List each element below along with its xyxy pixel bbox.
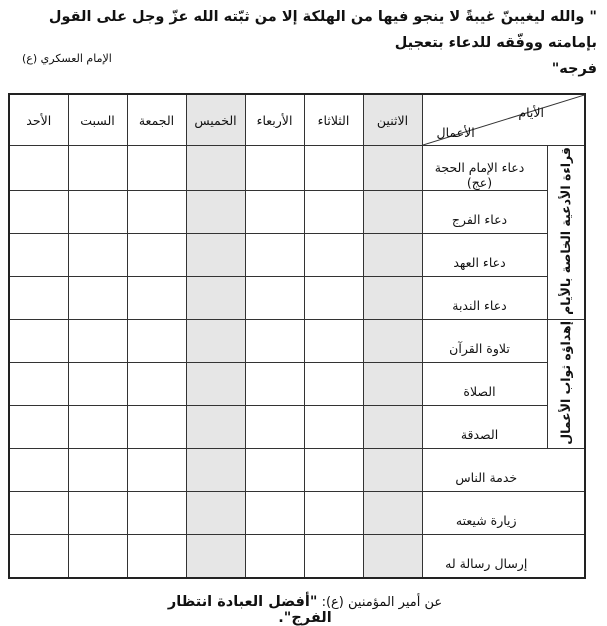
checkbox-cell[interactable] xyxy=(363,406,422,449)
checkbox-cell[interactable] xyxy=(186,535,245,579)
checkbox-cell[interactable] xyxy=(245,449,304,492)
footer-quote xyxy=(150,594,460,626)
checkbox-cell[interactable] xyxy=(9,535,68,579)
checkbox-cell[interactable] xyxy=(304,320,363,363)
checkbox-cell[interactable] xyxy=(127,406,186,449)
activity-label-cell xyxy=(422,363,547,406)
checkbox-cell[interactable] xyxy=(245,363,304,406)
table-row xyxy=(9,320,585,363)
activity-label: زيارة شيعته xyxy=(455,512,517,528)
checkbox-cell[interactable] xyxy=(9,277,68,320)
checkbox-cell[interactable] xyxy=(186,277,245,320)
checkbox-cell[interactable] xyxy=(186,146,245,191)
table-header-row xyxy=(9,94,585,146)
table-row xyxy=(9,406,585,449)
checkbox-cell[interactable] xyxy=(363,146,422,191)
activity-label-cell xyxy=(422,191,547,234)
day-header-wednesday: الأربعاء xyxy=(245,94,304,146)
checkbox-cell[interactable] xyxy=(9,363,68,406)
checkbox-cell[interactable] xyxy=(245,234,304,277)
checkbox-cell[interactable] xyxy=(245,406,304,449)
activity-label: إرسال رسالة له xyxy=(445,555,528,571)
checkbox-cell[interactable] xyxy=(304,492,363,535)
checkbox-cell[interactable] xyxy=(363,191,422,234)
group-label-prayers: قراءة الأدعية الخاصة بالأيام xyxy=(558,147,574,315)
day-header-monday: الاثنين xyxy=(363,94,422,146)
hadith-line-2: فرجه" xyxy=(551,61,597,77)
activity-label-cell xyxy=(422,320,547,363)
day-header-saturday: السبت xyxy=(68,94,127,146)
checkbox-cell[interactable] xyxy=(186,449,245,492)
checkbox-cell[interactable] xyxy=(68,191,127,234)
checkbox-cell[interactable] xyxy=(127,535,186,579)
activity-label: دعاء الفرج xyxy=(451,211,508,227)
checkbox-cell[interactable] xyxy=(186,234,245,277)
activity-label-cell xyxy=(422,406,547,449)
activity-label: دعاء العهد xyxy=(453,254,506,270)
checkbox-cell[interactable] xyxy=(68,363,127,406)
activity-label-cell xyxy=(422,234,547,277)
checkbox-cell[interactable] xyxy=(304,535,363,579)
group-label-gifting: إهداؤه ثواب الأعمال xyxy=(558,320,574,445)
checkbox-cell[interactable] xyxy=(68,320,127,363)
day-header-thursday: الخميس xyxy=(186,94,245,146)
table-row xyxy=(9,492,585,535)
group-label-cell-prayers xyxy=(547,146,585,320)
checkbox-cell[interactable] xyxy=(304,449,363,492)
activity-label-cell xyxy=(422,146,547,191)
weekly-tracking-table xyxy=(8,93,586,579)
table-row xyxy=(9,277,585,320)
footer-attribution: عن أمير المؤمنين (ع): xyxy=(321,595,443,610)
checkbox-cell[interactable] xyxy=(9,191,68,234)
checkbox-cell[interactable] xyxy=(68,492,127,535)
checkbox-cell[interactable] xyxy=(68,535,127,579)
footer-saying: "أفضل العبادة انتظار الفرج". xyxy=(167,594,332,626)
activity-label: الصدقة xyxy=(460,426,499,442)
table-row xyxy=(9,535,585,579)
activity-label-cell xyxy=(422,492,585,535)
activity-label: الصلاة xyxy=(463,383,496,399)
activity-label: تلاوة القرآن xyxy=(449,340,510,356)
checkbox-cell[interactable] xyxy=(304,191,363,234)
checkbox-cell[interactable] xyxy=(186,191,245,234)
checkbox-cell[interactable] xyxy=(245,535,304,579)
activity-label: دعاء الندبة xyxy=(452,297,507,313)
table-row xyxy=(9,449,585,492)
checkbox-cell[interactable] xyxy=(127,363,186,406)
checkbox-cell[interactable] xyxy=(68,449,127,492)
checkbox-cell[interactable] xyxy=(304,146,363,191)
table-row xyxy=(9,146,585,191)
checkbox-cell[interactable] xyxy=(363,449,422,492)
hadith-quote xyxy=(7,4,597,82)
activity-label-cell xyxy=(422,449,585,492)
checkbox-cell[interactable] xyxy=(9,449,68,492)
checkbox-cell[interactable] xyxy=(9,406,68,449)
checkbox-cell[interactable] xyxy=(304,363,363,406)
checkbox-cell[interactable] xyxy=(363,535,422,579)
checkbox-cell[interactable] xyxy=(304,234,363,277)
day-header-friday: الجمعة xyxy=(127,94,186,146)
checkbox-cell[interactable] xyxy=(363,277,422,320)
checkbox-cell[interactable] xyxy=(9,320,68,363)
checkbox-cell[interactable] xyxy=(68,234,127,277)
checkbox-cell[interactable] xyxy=(186,492,245,535)
day-header-tuesday: الثلاثاء xyxy=(304,94,363,146)
checkbox-cell[interactable] xyxy=(9,492,68,535)
checkbox-cell[interactable] xyxy=(363,363,422,406)
checkbox-cell[interactable] xyxy=(245,492,304,535)
hadith-line-1: " والله ليغيبنّ غيبةً لا ينجو فيها من الهلكة إلا من ثبّته الله عزّ وجل على القول بإمامته ووفّقه للدعاء بتعجيل xyxy=(48,9,597,51)
checkbox-cell[interactable] xyxy=(127,449,186,492)
table-row xyxy=(9,191,585,234)
checkbox-cell[interactable] xyxy=(68,277,127,320)
checkbox-cell[interactable] xyxy=(68,406,127,449)
checkbox-cell[interactable] xyxy=(9,146,68,191)
checkbox-cell[interactable] xyxy=(127,320,186,363)
checkbox-cell[interactable] xyxy=(245,320,304,363)
checkbox-cell[interactable] xyxy=(363,320,422,363)
checkbox-cell[interactable] xyxy=(186,320,245,363)
checkbox-cell[interactable] xyxy=(304,406,363,449)
corner-header-cell xyxy=(422,94,585,146)
day-header-sunday: الأحد xyxy=(9,94,68,146)
checkbox-cell[interactable] xyxy=(245,146,304,191)
checkbox-cell[interactable] xyxy=(127,234,186,277)
checkbox-cell[interactable] xyxy=(68,146,127,191)
activity-label: خدمة الناس xyxy=(455,469,518,485)
corner-days-label: الأيام xyxy=(518,105,544,120)
checkbox-cell[interactable] xyxy=(245,191,304,234)
checkbox-cell[interactable] xyxy=(127,146,186,191)
table-row xyxy=(9,363,585,406)
activity-label: دعاء الإمام الحجة (عج) xyxy=(434,160,525,190)
corner-actions-label: الأعمال xyxy=(436,125,475,140)
checkbox-cell[interactable] xyxy=(304,277,363,320)
activity-label-cell xyxy=(422,535,585,579)
activity-label-cell xyxy=(422,277,547,320)
group-label-cell-gifting xyxy=(547,320,585,449)
table-row xyxy=(9,234,585,277)
checkbox-cell[interactable] xyxy=(186,406,245,449)
checkbox-cell[interactable] xyxy=(186,363,245,406)
checkbox-cell[interactable] xyxy=(127,277,186,320)
checkbox-cell[interactable] xyxy=(9,234,68,277)
hadith-source: الإمام العسكري (ع) xyxy=(22,52,112,65)
checkbox-cell[interactable] xyxy=(245,277,304,320)
checkbox-cell[interactable] xyxy=(363,234,422,277)
checkbox-cell[interactable] xyxy=(363,492,422,535)
checkbox-cell[interactable] xyxy=(127,492,186,535)
checkbox-cell[interactable] xyxy=(127,191,186,234)
